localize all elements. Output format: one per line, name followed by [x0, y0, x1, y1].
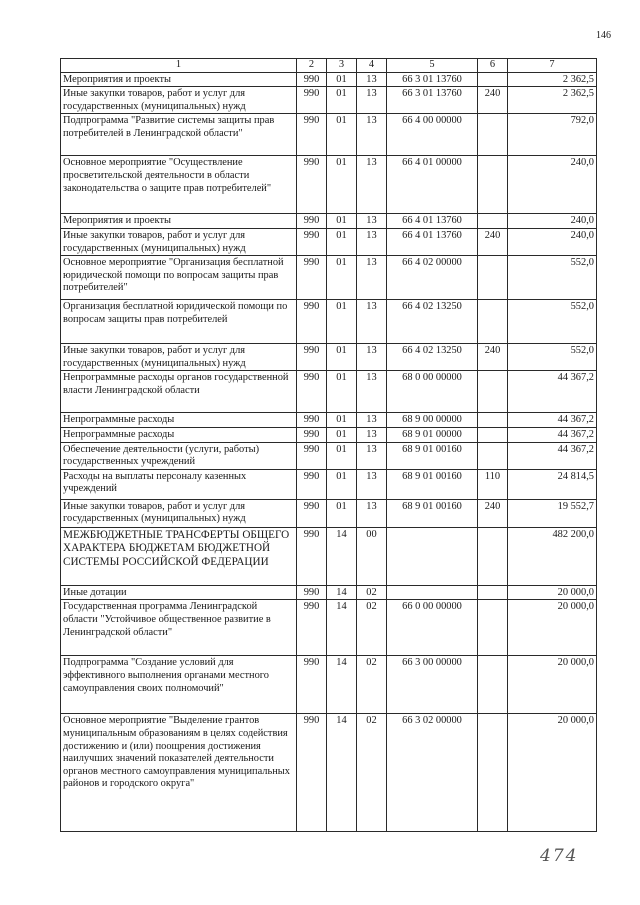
cell-expense-type	[478, 114, 508, 156]
table-row	[61, 87, 597, 114]
cell-amount: 240,0	[508, 214, 597, 229]
cell-subsection: 00	[357, 527, 387, 585]
table-row	[61, 344, 597, 371]
cell-target: 66 3 02 00000	[387, 714, 478, 832]
cell-amount: 44 367,2	[508, 442, 597, 469]
cell-section: 01	[327, 413, 357, 428]
cell-expense-type: 110	[478, 469, 508, 499]
cell-subsection: 02	[357, 714, 387, 832]
row-name: Подпрограмма "Развитие системы защиты прав потребителей в Ленинградской области"	[61, 114, 297, 156]
cell-amount: 44 367,2	[508, 413, 597, 428]
column-header: 5	[387, 59, 478, 73]
cell-code-admin: 990	[297, 442, 327, 469]
cell-expense-type	[478, 585, 508, 600]
cell-target: 66 4 02 00000	[387, 256, 478, 300]
cell-section: 14	[327, 527, 357, 585]
cell-amount: 44 367,2	[508, 427, 597, 442]
cell-subsection: 13	[357, 87, 387, 114]
row-name: Основное мероприятие "Организация бесплатной юридической помощи по вопросам защиты прав потребителей"	[61, 256, 297, 300]
cell-expense-type	[478, 527, 508, 585]
cell-amount: 240,0	[508, 156, 597, 214]
cell-amount: 24 814,5	[508, 469, 597, 499]
cell-section: 14	[327, 585, 357, 600]
header-row	[61, 59, 597, 73]
cell-subsection: 13	[357, 413, 387, 428]
cell-target: 68 9 01 00160	[387, 442, 478, 469]
cell-target: 66 3 01 13760	[387, 87, 478, 114]
cell-subsection: 13	[357, 256, 387, 300]
cell-amount: 552,0	[508, 256, 597, 300]
table-row	[61, 527, 597, 585]
cell-section: 01	[327, 442, 357, 469]
cell-subsection: 13	[357, 469, 387, 499]
cell-code-admin: 990	[297, 371, 327, 413]
cell-code-admin: 990	[297, 72, 327, 87]
column-header: 4	[357, 59, 387, 73]
cell-subsection: 13	[357, 442, 387, 469]
cell-code-admin: 990	[297, 499, 327, 527]
cell-expense-type	[478, 442, 508, 469]
column-header: 3	[327, 59, 357, 73]
cell-amount: 20 000,0	[508, 585, 597, 600]
cell-subsection: 02	[357, 656, 387, 714]
cell-subsection: 13	[357, 427, 387, 442]
cell-subsection: 02	[357, 585, 387, 600]
cell-amount: 2 362,5	[508, 72, 597, 87]
table-row	[61, 656, 597, 714]
column-header: 7	[508, 59, 597, 73]
cell-section: 01	[327, 371, 357, 413]
cell-target	[387, 585, 478, 600]
cell-target: 66 4 01 00000	[387, 156, 478, 214]
cell-section: 01	[327, 344, 357, 371]
cell-expense-type	[478, 600, 508, 656]
cell-amount: 552,0	[508, 300, 597, 344]
cell-amount: 792,0	[508, 114, 597, 156]
cell-expense-type	[478, 413, 508, 428]
cell-section: 01	[327, 72, 357, 87]
cell-target: 66 4 02 13250	[387, 344, 478, 371]
cell-amount: 19 552,7	[508, 499, 597, 527]
table-row	[61, 442, 597, 469]
cell-section: 14	[327, 656, 357, 714]
cell-amount: 2 362,5	[508, 87, 597, 114]
table-row	[61, 256, 597, 300]
row-name: Мероприятия и проекты	[61, 214, 297, 229]
cell-amount: 552,0	[508, 344, 597, 371]
row-name: Обеспечение деятельности (услуги, работы) государственных учреждений	[61, 442, 297, 469]
column-header: 6	[478, 59, 508, 73]
cell-section: 01	[327, 427, 357, 442]
cell-target: 68 9 00 00000	[387, 413, 478, 428]
table-row	[61, 427, 597, 442]
row-name: Основное мероприятие "Выделение грантов муниципальным образованиям в целях содействия достижению и (или) поощрения достижения наилучших значений показателей деятельности органов местного самоуправления муниципальных районов и городского округа"	[61, 714, 297, 832]
table-row	[61, 114, 597, 156]
table-row	[61, 228, 597, 255]
row-name: Государственная программа Ленинградской области "Устойчивое общественное развитие в Ленинградской области"	[61, 600, 297, 656]
row-name: Непрограммные расходы органов государственной власти Ленинградской области	[61, 371, 297, 413]
row-name: Иные закупки товаров, работ и услуг для государственных (муниципальных) нужд	[61, 228, 297, 255]
handwritten-page-number: 474	[540, 846, 579, 866]
cell-code-admin: 990	[297, 585, 327, 600]
row-name: Иные закупки товаров, работ и услуг для государственных (муниципальных) нужд	[61, 87, 297, 114]
table-row	[61, 72, 597, 87]
row-name: Иные дотации	[61, 585, 297, 600]
cell-code-admin: 990	[297, 600, 327, 656]
cell-section: 01	[327, 214, 357, 229]
cell-target: 66 4 01 13760	[387, 228, 478, 255]
cell-subsection: 13	[357, 371, 387, 413]
cell-amount: 44 367,2	[508, 371, 597, 413]
cell-target: 66 3 00 00000	[387, 656, 478, 714]
cell-target: 66 4 02 13250	[387, 300, 478, 344]
cell-code-admin: 990	[297, 156, 327, 214]
cell-subsection: 13	[357, 72, 387, 87]
cell-code-admin: 990	[297, 256, 327, 300]
cell-code-admin: 990	[297, 469, 327, 499]
cell-expense-type	[478, 72, 508, 87]
cell-target: 66 3 01 13760	[387, 72, 478, 87]
row-name: Расходы на выплаты персоналу казенных учреждений	[61, 469, 297, 499]
cell-section: 01	[327, 228, 357, 255]
cell-target: 66 0 00 00000	[387, 600, 478, 656]
budget-table	[60, 58, 597, 832]
cell-expense-type	[478, 427, 508, 442]
cell-code-admin: 990	[297, 527, 327, 585]
cell-expense-type	[478, 214, 508, 229]
cell-expense-type	[478, 656, 508, 714]
cell-code-admin: 990	[297, 214, 327, 229]
cell-subsection: 13	[357, 499, 387, 527]
cell-code-admin: 990	[297, 427, 327, 442]
table-row	[61, 371, 597, 413]
cell-code-admin: 990	[297, 300, 327, 344]
cell-code-admin: 990	[297, 656, 327, 714]
table-row	[61, 600, 597, 656]
cell-code-admin: 990	[297, 87, 327, 114]
cell-subsection: 02	[357, 600, 387, 656]
cell-expense-type: 240	[478, 87, 508, 114]
cell-subsection: 13	[357, 114, 387, 156]
cell-expense-type: 240	[478, 499, 508, 527]
cell-expense-type	[478, 300, 508, 344]
cell-subsection: 13	[357, 344, 387, 371]
cell-amount: 20 000,0	[508, 600, 597, 656]
cell-target: 68 9 01 00160	[387, 469, 478, 499]
cell-code-admin: 990	[297, 114, 327, 156]
table-row	[61, 156, 597, 214]
cell-code-admin: 990	[297, 228, 327, 255]
cell-target: 68 9 01 00000	[387, 427, 478, 442]
table-row	[61, 714, 597, 832]
row-name: Непрограммные расходы	[61, 427, 297, 442]
row-name: Иные закупки товаров, работ и услуг для государственных (муниципальных) нужд	[61, 344, 297, 371]
cell-section: 01	[327, 87, 357, 114]
table-row	[61, 300, 597, 344]
cell-section: 01	[327, 156, 357, 214]
cell-section: 01	[327, 114, 357, 156]
table-row	[61, 499, 597, 527]
column-header: 2	[297, 59, 327, 73]
cell-code-admin: 990	[297, 714, 327, 832]
cell-expense-type	[478, 256, 508, 300]
cell-expense-type	[478, 371, 508, 413]
cell-target: 66 4 01 13760	[387, 214, 478, 229]
cell-amount: 240,0	[508, 228, 597, 255]
cell-code-admin: 990	[297, 413, 327, 428]
cell-expense-type	[478, 714, 508, 832]
row-name: Непрограммные расходы	[61, 413, 297, 428]
cell-code-admin: 990	[297, 344, 327, 371]
cell-section: 14	[327, 714, 357, 832]
row-name: Мероприятия и проекты	[61, 72, 297, 87]
row-name: Подпрограмма "Создание условий для эффективного выполнения органами местного самоуправления своих полномочий"	[61, 656, 297, 714]
row-name: Организация бесплатной юридической помощи по вопросам защиты прав потребителей	[61, 300, 297, 344]
cell-expense-type: 240	[478, 228, 508, 255]
cell-expense-type	[478, 156, 508, 214]
row-name: Основное мероприятие "Осуществление просветительской деятельности в области законодательства о защите прав потребителей"	[61, 156, 297, 214]
cell-section: 01	[327, 469, 357, 499]
cell-section: 14	[327, 600, 357, 656]
cell-section: 01	[327, 300, 357, 344]
table-row	[61, 413, 597, 428]
cell-expense-type: 240	[478, 344, 508, 371]
row-name: Иные закупки товаров, работ и услуг для государственных (муниципальных) нужд	[61, 499, 297, 527]
column-header: 1	[61, 59, 297, 73]
cell-amount: 482 200,0	[508, 527, 597, 585]
row-name: МЕЖБЮДЖЕТНЫЕ ТРАНСФЕРТЫ ОБЩЕГО ХАРАКТЕРА БЮДЖЕТАМ БЮДЖЕТНОЙ СИСТЕМЫ РОССИЙСКОЙ ФЕДЕРАЦИИ	[61, 527, 297, 585]
cell-subsection: 13	[357, 214, 387, 229]
cell-target: 68 9 01 00160	[387, 499, 478, 527]
cell-section: 01	[327, 256, 357, 300]
cell-subsection: 13	[357, 300, 387, 344]
cell-subsection: 13	[357, 156, 387, 214]
cell-amount: 20 000,0	[508, 656, 597, 714]
table-row	[61, 469, 597, 499]
cell-amount: 20 000,0	[508, 714, 597, 832]
cell-target	[387, 527, 478, 585]
table-row	[61, 585, 597, 600]
table-row	[61, 214, 597, 229]
page-number: 146	[596, 30, 611, 41]
cell-subsection: 13	[357, 228, 387, 255]
cell-target: 66 4 00 00000	[387, 114, 478, 156]
cell-target: 68 0 00 00000	[387, 371, 478, 413]
cell-section: 01	[327, 499, 357, 527]
